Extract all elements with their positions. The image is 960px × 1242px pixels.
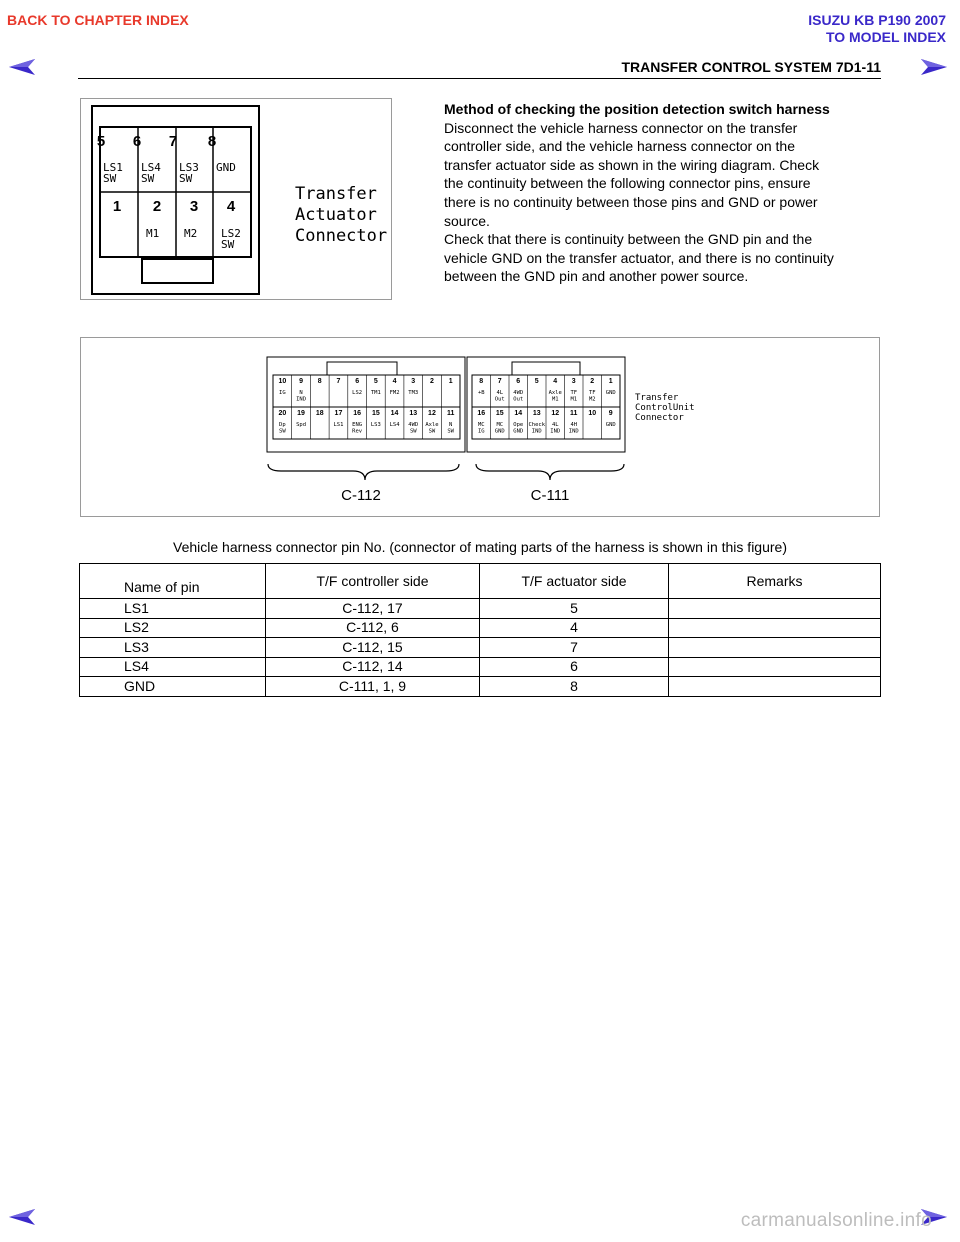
c111-pin-signal: Ope: [513, 422, 524, 428]
c112-pin-signal: Dp: [279, 422, 286, 428]
c111-pin-number: 16: [477, 410, 486, 417]
method-line: Check that there is continuity between the GND pin and the: [444, 231, 813, 248]
method-line: between the GND pin and another power source.: [444, 268, 749, 285]
actuator-side-cell: 4: [480, 618, 669, 638]
c112-pin-number: 4: [392, 378, 397, 385]
actuator-pin-number: 2: [152, 198, 162, 215]
c111-pin-number: 10: [588, 410, 597, 417]
pin-name-cell: LS3: [80, 638, 266, 658]
c112-pin-signal: LS4: [389, 422, 400, 428]
c112-pin-number: 12: [428, 410, 436, 417]
c112-pin-signal: IND: [296, 396, 307, 403]
c111-pin-number: 12: [551, 410, 560, 417]
c111-pin-signal: Out: [513, 396, 524, 403]
c112-pin-number: 10: [278, 378, 287, 385]
c112-pin-number: 17: [334, 410, 343, 417]
c111-pin-signal: MC: [477, 422, 485, 428]
c111-pin-signal: IND: [568, 428, 579, 435]
back-to-chapter-index-link[interactable]: BACK TO CHAPTER INDEX: [7, 12, 189, 28]
actuator-side-cell: 5: [480, 599, 669, 619]
remarks-cell: [669, 677, 881, 697]
actuator-side-cell: 8: [480, 677, 669, 697]
c111-pin-signal: TF: [588, 390, 596, 396]
method-line: Disconnect the vehicle harness connector on the transfer: [444, 119, 798, 136]
c112-pin-signal: ENG: [352, 422, 363, 428]
actuator-pin-signal: GND: [216, 161, 236, 174]
c112-pin-signal: TM3: [408, 390, 419, 396]
table-row: [80, 677, 881, 697]
watermark: carmanualsonline.info: [740, 1210, 932, 1231]
actuator-pin-signal: LS4: [141, 161, 161, 174]
c111-pin-number: 14: [514, 410, 523, 417]
c111-pin-number: 3: [571, 378, 576, 385]
method-title: Method of checking the position detection switch harness: [444, 101, 830, 117]
column-header-tf-controller-side: T/F controller side: [266, 564, 480, 599]
method-line: the continuity between the following connector pins, ensure: [444, 175, 811, 192]
column-header-tf-actuator-side: T/F actuator side: [480, 564, 669, 599]
actuator-pin-number: 5: [96, 133, 106, 150]
c111-pin-number: 2: [590, 378, 595, 385]
c112-pin-signal: SW: [428, 428, 436, 435]
c112-pin-signal: TM1: [370, 390, 381, 396]
method-line: controller side, and the vehicle harness connector on the: [444, 138, 795, 155]
actuator-connector-figure: [80, 98, 392, 300]
pin-name-cell: LS4: [80, 657, 266, 677]
header-divider: [78, 78, 881, 79]
c111-pin-number: 8: [479, 378, 484, 385]
c112-pin-number: 2: [429, 378, 434, 385]
actuator-pin-number: 1: [112, 198, 122, 215]
actuator-side-cell: 6: [480, 657, 669, 677]
controller-side-cell: C-112, 14: [266, 657, 480, 677]
section-header: TRANSFER CONTROL SYSTEM 7D1-11: [621, 59, 881, 75]
c112-pin-number: 3: [411, 378, 416, 385]
c111-pin-number: 1: [608, 378, 613, 385]
c112-pin-signal: SW: [409, 428, 417, 435]
c112-pin-number: 5: [373, 378, 378, 385]
table-row: [80, 599, 881, 619]
c112-pin-number: 11: [446, 410, 455, 417]
remarks-cell: [669, 638, 881, 658]
tcu-connector-figure: [80, 337, 880, 517]
c112-pin-signal: LS2: [352, 390, 363, 396]
c111-pin-signal: 4WD: [513, 390, 524, 396]
c112-pin-signal: N: [299, 390, 303, 396]
actuator-connector-label: Connector: [295, 226, 388, 246]
controller-side-cell: C-112, 17: [266, 599, 480, 619]
c111-pin-signal: IG: [477, 428, 485, 435]
c111-pin-signal: Out: [494, 396, 505, 403]
c112-pin-signal: FM2: [389, 390, 400, 396]
c111-pin-signal: Axle: [548, 390, 562, 396]
actuator-pin-number: 4: [226, 198, 236, 215]
figure-caption: Vehicle harness connector pin No. (connector of mating parts of the harness is shown in this figure): [173, 539, 787, 555]
c111-pin-signal: M2: [588, 396, 596, 403]
method-line: source.: [444, 212, 490, 229]
c111-pin-signal: Check: [528, 422, 546, 428]
tcu-connector-label: Connector: [635, 413, 684, 423]
c112-pin-signal: IG: [279, 390, 286, 396]
c111-label: C-111: [530, 487, 570, 504]
actuator-pin-number: 3: [189, 198, 199, 215]
c112-pin-number: 1: [448, 378, 453, 385]
c111-pin-signal: +B: [477, 390, 485, 396]
pin-name-cell: LS1: [80, 599, 266, 619]
c112-pin-signal: LS1: [333, 422, 344, 428]
pin-name-cell: GND: [80, 677, 266, 697]
pin-name-cell: LS2: [80, 618, 266, 638]
remarks-cell: [669, 618, 881, 638]
to-model-index-link[interactable]: TO MODEL INDEX: [825, 29, 946, 45]
actuator-pin-number: 6: [132, 133, 142, 150]
c111-pin-number: 5: [534, 378, 539, 385]
c112-pin-number: 8: [317, 378, 322, 385]
table-row: [80, 657, 881, 677]
c112-pin-number: 13: [409, 410, 418, 417]
c112-label: C-112: [341, 487, 381, 504]
c112-pin-number: 16: [353, 410, 362, 417]
c111-pin-signal: GND: [605, 390, 616, 396]
controller-side-cell: C-111, 1, 9: [266, 677, 480, 697]
controller-side-cell: C-112, 6: [266, 618, 480, 638]
actuator-pin-number: 7: [168, 133, 178, 150]
actuator-pin-signal: SW: [221, 238, 235, 251]
tcu-connector-diagram: [81, 338, 879, 516]
c112-pin-signal: SW: [447, 428, 454, 435]
c111-pin-signal: GND: [605, 422, 616, 428]
c112-pin-signal: LS3: [370, 422, 381, 428]
c112-pin-number: 7: [336, 378, 341, 385]
c111-pin-signal: IND: [531, 428, 542, 435]
c111-pin-number: 6: [516, 378, 521, 385]
c112-pin-number: 20: [278, 410, 287, 417]
actuator-pin-signal: SW: [103, 172, 117, 185]
actuator-pin-number: 8: [207, 133, 217, 150]
method-description: [444, 100, 884, 286]
actuator-pin-signal: M2: [184, 227, 198, 240]
c111-pin-signal: GND: [494, 428, 505, 435]
c112-pin-signal: Spd: [296, 422, 307, 428]
c111-brace: [476, 464, 624, 480]
controller-side-cell: C-112, 15: [266, 638, 480, 658]
c111-pin-number: 11: [570, 410, 578, 417]
arrow-right-icon[interactable]: [920, 58, 948, 76]
c111-pin-number: 15: [495, 410, 504, 417]
arrow-left-icon[interactable]: [8, 1208, 36, 1226]
table-row: [80, 618, 881, 638]
c112-pin-signal: N: [448, 422, 453, 428]
actuator-side-cell: 7: [480, 638, 669, 658]
actuator-pin-signal: LS2: [221, 227, 241, 240]
actuator-connector-label: Actuator: [295, 205, 377, 225]
c111-pin-signal: 4H: [570, 422, 578, 428]
c112-pin-number: 15: [371, 410, 380, 417]
table-header-row: [80, 564, 881, 599]
column-header-remarks: Remarks: [669, 564, 881, 599]
c111-pin-signal: TF: [570, 390, 578, 396]
c111-pin-number: 4: [553, 378, 558, 385]
arrow-left-icon[interactable]: [8, 58, 36, 76]
actuator-pin-signal: SW: [179, 172, 193, 185]
c111-pin-number: 9: [608, 410, 613, 417]
c111-pin-signal: 4L: [551, 422, 559, 428]
c112-pin-number: 6: [355, 378, 360, 385]
c112-pin-signal: 4WD: [408, 422, 419, 428]
c112-pin-signal: SW: [279, 428, 286, 435]
c111-pin-signal: IND: [550, 428, 561, 435]
tcu-connector-label: ControlUnit: [635, 403, 695, 413]
actuator-pin-signal: LS1: [103, 161, 123, 174]
c111-pin-signal: MC: [496, 422, 504, 428]
actuator-connector-label: Transfer: [295, 184, 377, 204]
tcu-connector-label: Transfer: [635, 393, 679, 403]
c111-pin-number: 13: [532, 410, 541, 417]
c111-pin-signal: 4L: [496, 390, 504, 396]
method-line: vehicle GND on the transfer actuator, and there is no continuity: [444, 249, 834, 266]
c112-pin-number: 19: [297, 410, 305, 417]
c111-pin-signal: M1: [551, 396, 559, 403]
remarks-cell: [669, 657, 881, 677]
c112-brace: [268, 464, 459, 480]
c111-pin-signal: GND: [513, 428, 524, 435]
remarks-cell: [669, 599, 881, 619]
actuator-pin-signal: LS3: [179, 161, 199, 174]
c112-pin-number: 14: [390, 410, 399, 417]
method-line: there is no continuity between those pins and GND or power: [444, 193, 818, 210]
c112-pin-signal: Rev: [352, 428, 363, 435]
c112-pin-number: 9: [299, 378, 304, 385]
actuator-pin-signal: M1: [146, 227, 160, 240]
method-line: transfer actuator side as shown in the wiring diagram. Check: [444, 156, 820, 173]
column-header-name-of-pin: Name of pin: [80, 564, 266, 599]
c112-pin-number: 18: [315, 410, 324, 417]
actuator-pin-signal: SW: [141, 172, 155, 185]
table-row: [80, 638, 881, 658]
model-title-link[interactable]: ISUZU KB P190 2007: [808, 12, 946, 28]
c111-pin-signal: M1: [570, 396, 578, 403]
c111-pin-number: 7: [497, 378, 502, 385]
pin-table: [79, 563, 881, 697]
c112-pin-signal: Axle: [425, 422, 439, 428]
actuator-connector-diagram: [81, 99, 391, 299]
